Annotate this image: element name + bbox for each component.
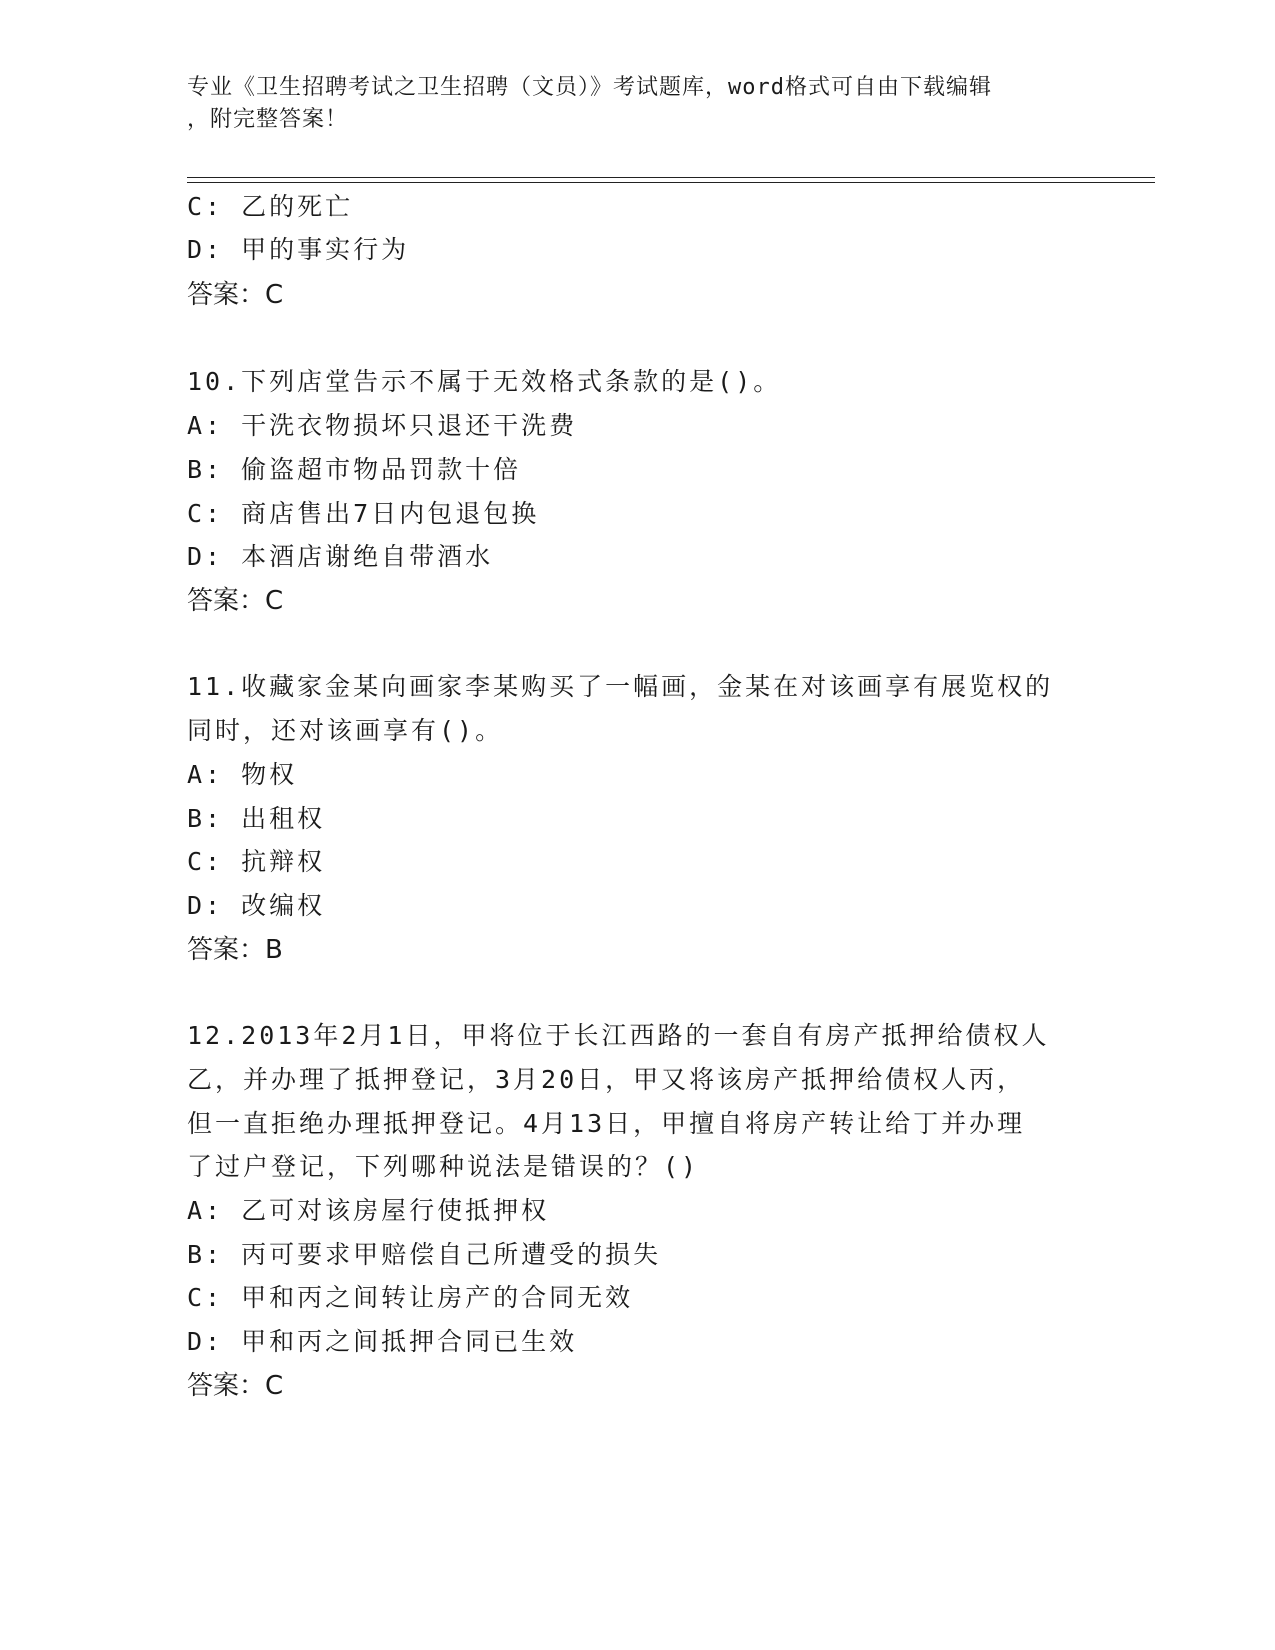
q11-stem-line-1: 11.收藏家金某向画家李某购买了一幅画，金某在对该画享有展览权的 [187, 672, 1054, 701]
q11-stem-line-2: 同时，还对该画享有()。 [187, 716, 504, 745]
q11-option-c: C: 抗辩权 [187, 847, 326, 876]
q9-answer: 答案：C [187, 280, 284, 310]
q11-option-b: B: 出租权 [187, 804, 326, 833]
q12-stem-line-3: 但一直拒绝办理抵押登记。4月13日，甲擅自将房产转让给丁并办理 [187, 1109, 1026, 1138]
q11-option-d: D: 改编权 [187, 891, 326, 920]
q9-option-d: D: 甲的事实行为 [187, 235, 410, 264]
q12-option-b: B: 丙可要求甲赔偿自己所遭受的损失 [187, 1240, 662, 1269]
q11-answer: 答案：B [187, 935, 283, 965]
q12-stem-line-2: 乙，并办理了抵押登记，3月20日，甲又将该房产抵押给债权人丙， [187, 1065, 1026, 1094]
q10-option-c: C: 商店售出7日内包退包换 [187, 499, 540, 528]
header-line-2: ，附完整答案！ [187, 107, 349, 132]
q12-option-d: D: 甲和丙之间抵押合同已生效 [187, 1327, 578, 1356]
q10-option-d: D: 本酒店谢绝自带酒水 [187, 542, 494, 571]
q10-stem: 10.下列店堂告示不属于无效格式条款的是()。 [187, 367, 782, 396]
q12-stem-line-1: 12.2013年2月1日，甲将位于长江西路的一套自有房产抵押给债权人 [187, 1021, 1050, 1050]
header-divider-top [187, 177, 1155, 178]
header-line-1: 专业《卫生招聘考试之卫生招聘（文员）》考试题库，word格式可自由下载编辑 [187, 75, 992, 100]
header-divider-bottom [187, 182, 1155, 183]
document-header [187, 72, 1087, 136]
q10-option-a: A: 干洗衣物损坏只退还干洗费 [187, 411, 578, 440]
q12-answer: 答案：C [187, 1371, 284, 1401]
q9-option-c: C: 乙的死亡 [187, 192, 354, 221]
q12-option-a: A: 乙可对该房屋行使抵押权 [187, 1196, 550, 1225]
q11-option-a: A: 物权 [187, 760, 298, 789]
q10-option-b: B: 偷盗超市物品罚款十倍 [187, 455, 522, 484]
q10-answer: 答案：C [187, 586, 284, 616]
q12-option-c: C: 甲和丙之间转让房产的合同无效 [187, 1283, 634, 1312]
q12-stem-line-4: 了过户登记，下列哪种说法是错误的？() [187, 1152, 700, 1181]
